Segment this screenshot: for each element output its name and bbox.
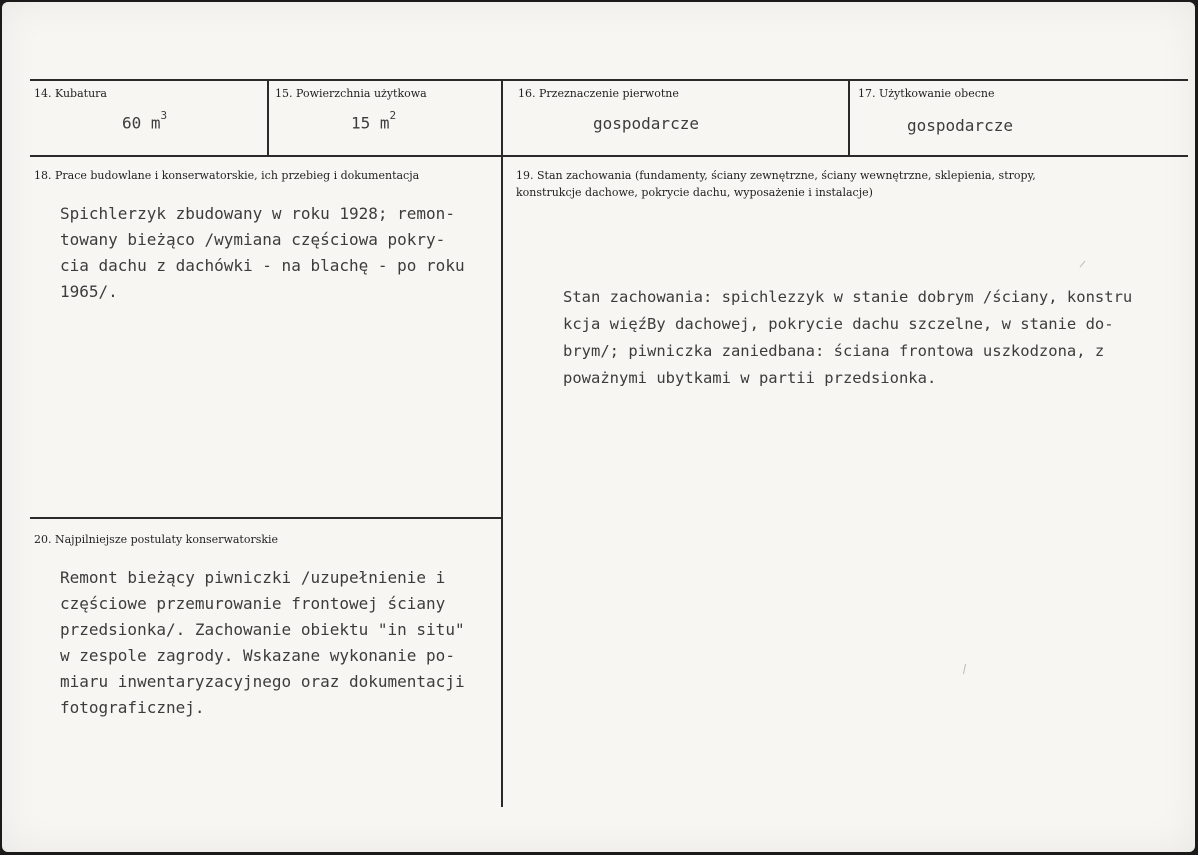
divider-16-17	[848, 79, 850, 157]
field-16-value: gospodarcze	[593, 114, 699, 133]
field-20-line: przedsionka/. Zachowanie obiektu "in situ"	[60, 620, 465, 639]
field-20-line: częściowe przemurowanie frontowej ściany	[60, 594, 446, 613]
field-20-line: miaru inwentaryzacyjnego oraz dokumentacji	[60, 672, 465, 691]
field-14-value	[122, 109, 168, 133]
field-14-label: 14. Kubatura	[34, 87, 107, 100]
field-16-label: 16. Przeznaczenie pierwotne	[518, 87, 679, 100]
field-17-value: gospodarcze	[907, 116, 1013, 135]
field-18-line: Spichlerzyk zbudowany w roku 1928; remon-	[60, 204, 455, 223]
field-19-line: brym/; piwniczka zaniedbana: ściana frontowa uszkodzona, z	[563, 342, 1105, 360]
field-15-exponent: 2	[389, 109, 397, 122]
divider-14-15	[267, 79, 269, 157]
field-19-label-line1: 19. Stan zachowania (fundamenty, ściany zewnętrzne, ściany wewnętrzne, sklepienia, stropy,	[516, 169, 1036, 182]
field-20-label: 20. Najpilniejsze postulaty konserwatorskie	[34, 533, 279, 546]
field-20-text	[60, 565, 465, 721]
field-14-exponent: 3	[160, 109, 168, 122]
field-20-line: w zespole zagrody. Wskazane wykonanie po-	[60, 646, 455, 665]
field-18-line: 1965/.	[60, 282, 118, 301]
field-20-line: Remont bieżący piwniczki /uzupełnienie i	[60, 568, 446, 587]
field-19-line: Stan zachowania: spichlezzyk w stanie dobrym /ściany, konstru	[563, 288, 1133, 306]
top-rule	[30, 79, 1188, 81]
field-19-label	[516, 167, 1036, 201]
divider-15-16	[501, 79, 503, 157]
field-15-label: 15. Powierzchnia użytkowa	[275, 87, 427, 100]
field-18-line: towany bieżąco /wymiana częściowa pokry-	[60, 230, 446, 249]
pencil-mark	[1080, 261, 1086, 268]
field-19-line: kcja więźBy dachowej, pokrycie dachu szczelne, w stanie do-	[563, 315, 1114, 333]
field-19-text	[563, 284, 1132, 392]
field-18-text	[60, 201, 465, 305]
field-19-label-line2: konstrukcje dachowe, pokrycie dachu, wyposażenie i instalacje)	[516, 186, 873, 199]
field-17-label: 17. Użytkowanie obecne	[858, 87, 995, 100]
field-15-number: 15 m	[351, 113, 390, 133]
field-18-label: 18. Prace budowlane i konserwatorskie, ich przebieg i dokumentacja	[34, 169, 420, 182]
field-20-line: fotograficznej.	[60, 698, 205, 717]
pencil-mark	[963, 664, 966, 674]
field-19-line: poważnymi ubytkami w partii przedsionka.	[563, 369, 937, 387]
field-14-number: 60 m	[122, 113, 161, 133]
field-15-value	[351, 109, 397, 133]
field-18-line: cia dachu z dachówki - na blachę - po roku	[60, 256, 465, 275]
record-card	[2, 2, 1195, 852]
divider-main	[501, 155, 503, 807]
row1-bottom-rule	[30, 155, 1188, 157]
row-18-20-rule	[30, 517, 501, 519]
